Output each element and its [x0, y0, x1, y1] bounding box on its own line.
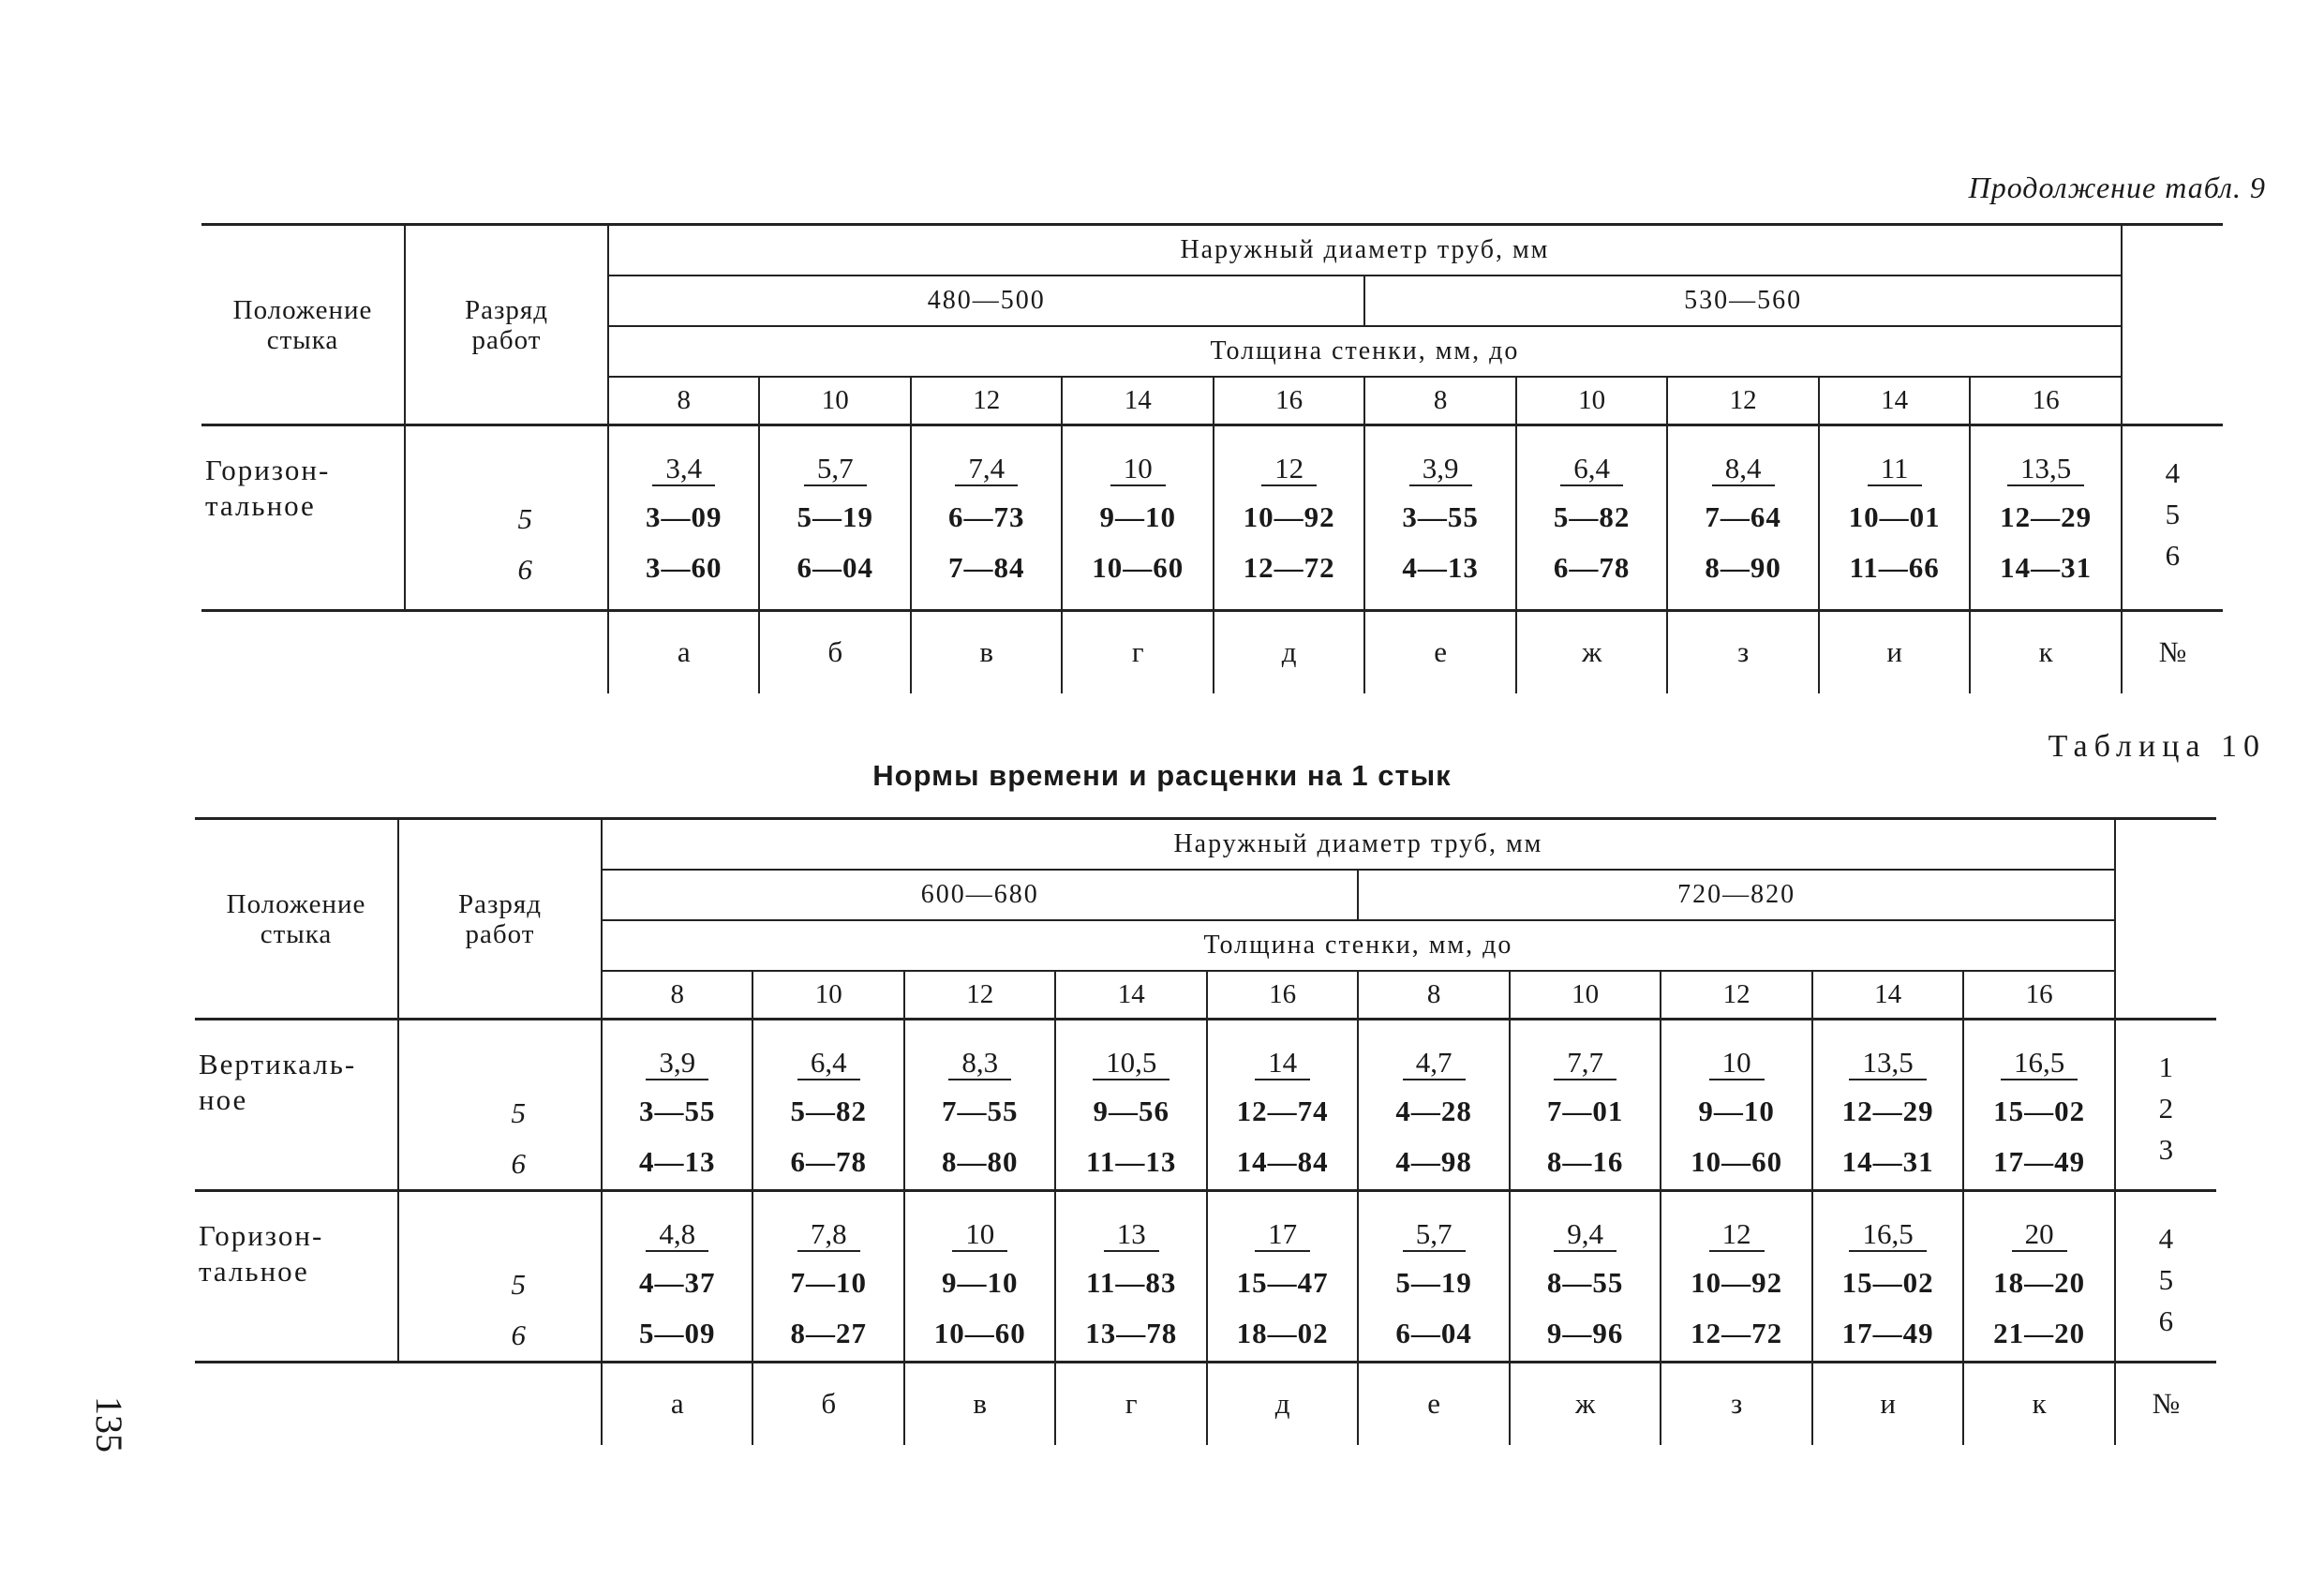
norm-cell — [759, 425, 910, 611]
letters-spacer — [195, 1363, 602, 1445]
rate-grade-5: 7—55 — [941, 1095, 1019, 1127]
rate-grade-5: 3—55 — [638, 1095, 716, 1127]
table-title: Нормы времени и расценки на 1 стык — [872, 759, 1452, 792]
rate-grade-5: 15—02 — [1993, 1095, 2086, 1127]
rate-grade-6: 10—60 — [1092, 551, 1184, 584]
number-header-spacer — [2115, 819, 2216, 1020]
rate-grade-5: 18—20 — [1993, 1266, 2086, 1299]
rate-grade-6: 11—66 — [1849, 551, 1940, 584]
time-norm: 6,4 — [1560, 453, 1623, 486]
row-number: 2 — [2158, 1092, 2174, 1125]
rate-grade-6: 3—60 — [645, 551, 723, 584]
time-norm: 8,3 — [948, 1047, 1011, 1080]
norm-cell — [1358, 1020, 1509, 1191]
norm-cell — [1214, 425, 1364, 611]
thickness-value: 12 — [911, 377, 1062, 425]
rate-grade-6: 14—84 — [1236, 1145, 1329, 1178]
grade-value: 5 — [511, 1268, 526, 1301]
norm-cell — [1667, 425, 1818, 611]
column-letter: д — [1207, 1363, 1358, 1445]
norm-cell — [1661, 1020, 1811, 1191]
rate-grade-6: 9—96 — [1546, 1317, 1624, 1349]
table-number: Таблица 10 — [2048, 729, 2266, 764]
time-norm: 13,5 — [1849, 1047, 1926, 1080]
rate-grade-5: 3—55 — [1402, 500, 1479, 533]
rate-grade-6: 10—60 — [1691, 1145, 1783, 1178]
time-norm: 16,5 — [1849, 1218, 1926, 1252]
column-letter: ж — [1510, 1363, 1661, 1445]
norm-cell — [1055, 1020, 1206, 1191]
time-norm: 10,5 — [1093, 1047, 1169, 1080]
time-norm: 16,5 — [2001, 1047, 2078, 1080]
row-number: 1 — [2158, 1050, 2174, 1083]
row-number: 6 — [2165, 539, 2181, 572]
number-sign: № — [2158, 635, 2187, 669]
rate-grade-6: 14—31 — [2000, 551, 2093, 584]
column-letter: з — [1667, 611, 1818, 693]
wall-thickness-header: Толщина стенки, мм, до — [602, 920, 2115, 971]
row-number: 3 — [2158, 1133, 2174, 1166]
time-norm: 10 — [952, 1218, 1007, 1252]
row-number: 5 — [2165, 498, 2181, 530]
continuation-caption: Продолжение табл. 9 — [1968, 171, 2266, 204]
rate-grade-5: 3—09 — [645, 500, 723, 533]
column-letter: к — [1970, 611, 2122, 693]
rate-grade-5: 10—92 — [1243, 500, 1335, 533]
time-norm: 5,7 — [1403, 1218, 1466, 1252]
row-number-cell — [2122, 425, 2223, 611]
time-norm: 13,5 — [2007, 453, 2084, 486]
norm-cell — [1963, 1020, 2115, 1191]
rate-grade-5: 4—28 — [1395, 1095, 1472, 1127]
rate-grade-6: 8—27 — [790, 1317, 867, 1349]
time-norm: 5,7 — [804, 453, 867, 486]
thickness-value: 16 — [1214, 377, 1364, 425]
grade-value: 5 — [517, 502, 532, 535]
rate-grade-5: 12—29 — [2000, 500, 2093, 533]
column-letter: ж — [1516, 611, 1667, 693]
position-cell: Горизон- тальное — [195, 1191, 398, 1363]
rate-grade-6: 14—31 — [1841, 1145, 1934, 1178]
grade-value: 6 — [517, 553, 532, 586]
rate-grade-6: 18—02 — [1236, 1317, 1329, 1349]
norm-cell — [1062, 425, 1213, 611]
norm-cell — [1055, 1191, 1206, 1363]
time-norm: 7,8 — [797, 1218, 860, 1252]
column-letter: в — [904, 1363, 1055, 1445]
norm-cell — [1358, 1191, 1509, 1363]
rate-grade-5: 9—10 — [941, 1266, 1019, 1299]
rate-grade-6: 6—04 — [797, 551, 873, 584]
norm-cell — [1207, 1191, 1358, 1363]
norm-cell — [602, 1020, 752, 1191]
rate-grade-5: 10—01 — [1848, 500, 1941, 533]
thickness-value: 12 — [1667, 377, 1818, 425]
rate-grade-5: 6—73 — [947, 500, 1025, 533]
thickness-value: 10 — [759, 377, 910, 425]
position-header-label: Положение стыка — [226, 888, 366, 949]
outer-diameter-header: Наружный диаметр труб, мм — [602, 819, 2115, 870]
rate-grade-5: 7—01 — [1546, 1095, 1624, 1127]
diameter-group: 530—560 — [1364, 276, 2121, 326]
column-letter: б — [759, 611, 910, 693]
rate-grade-6: 8—90 — [1705, 551, 1781, 584]
grade-header — [405, 225, 608, 425]
rate-grade-6: 7—84 — [947, 551, 1025, 584]
thickness-value: 14 — [1062, 377, 1213, 425]
thickness-value: 14 — [1055, 971, 1206, 1020]
rate-grade-6: 17—49 — [1993, 1145, 2086, 1178]
column-letter: г — [1062, 611, 1213, 693]
outer-diameter-header: Наружный диаметр труб, мм — [608, 225, 2122, 276]
thickness-value: 14 — [1812, 971, 1963, 1020]
thickness-value: 16 — [1207, 971, 1358, 1020]
row-number: 4 — [2165, 456, 2181, 489]
thickness-value: 8 — [1358, 971, 1509, 1020]
thickness-value: 8 — [602, 971, 752, 1020]
column-letters-row — [195, 1363, 2216, 1445]
rate-grade-5: 5—19 — [1395, 1266, 1472, 1299]
column-letter: и — [1819, 611, 1970, 693]
position-cell: Вертикаль- ное — [195, 1020, 398, 1191]
column-letter: б — [752, 1363, 903, 1445]
thickness-value: 16 — [1963, 971, 2115, 1020]
position-header-label: Положение стыка — [232, 294, 373, 355]
time-norm: 20 — [2012, 1218, 2067, 1252]
rate-grade-5: 9—10 — [1698, 1095, 1775, 1127]
grade-value: 5 — [511, 1096, 526, 1129]
grade-value: 6 — [511, 1318, 526, 1351]
grade-cell — [398, 1191, 602, 1363]
rate-grade-6: 4—13 — [1402, 551, 1479, 584]
time-norm: 14 — [1255, 1047, 1310, 1080]
table-row — [195, 1020, 2216, 1191]
thickness-value: 10 — [1516, 377, 1667, 425]
rate-grade-6: 11—13 — [1086, 1145, 1177, 1178]
column-letter: к — [1963, 1363, 2115, 1445]
grade-cell — [405, 425, 608, 611]
rate-grade-6: 13—78 — [1085, 1317, 1178, 1349]
time-norm: 4,8 — [646, 1218, 708, 1252]
rate-grade-5: 8—55 — [1546, 1266, 1624, 1299]
rate-grade-5: 4—37 — [638, 1266, 716, 1299]
time-norm: 11 — [1868, 453, 1922, 486]
diameter-group: 720—820 — [1358, 870, 2114, 920]
norm-cell — [1207, 1020, 1358, 1191]
thickness-value: 12 — [904, 971, 1055, 1020]
row-number: 5 — [2158, 1263, 2174, 1296]
column-letter: г — [1055, 1363, 1206, 1445]
column-letter: е — [1358, 1363, 1509, 1445]
table-9-continuation — [201, 223, 2223, 693]
thickness-value: 10 — [1510, 971, 1661, 1020]
column-letter: и — [1812, 1363, 1963, 1445]
row-number: 6 — [2158, 1304, 2174, 1337]
row-number: 4 — [2158, 1222, 2174, 1255]
rate-grade-5: 11—83 — [1086, 1266, 1177, 1299]
rate-grade-6: 5—09 — [638, 1317, 716, 1349]
rate-grade-5: 12—74 — [1236, 1095, 1329, 1127]
grade-header — [398, 819, 602, 1020]
rate-grade-5: 9—56 — [1093, 1095, 1169, 1127]
norm-cell — [602, 1191, 752, 1363]
norm-cell — [752, 1020, 903, 1191]
time-norm: 17 — [1255, 1218, 1310, 1252]
thickness-value: 8 — [1364, 377, 1515, 425]
table-10 — [195, 817, 2216, 1445]
column-letter: а — [602, 1363, 752, 1445]
time-norm: 7,4 — [955, 453, 1018, 486]
column-letters-row — [201, 611, 2223, 693]
column-letter: д — [1214, 611, 1364, 693]
position-header — [195, 819, 398, 1020]
rate-grade-5: 15—02 — [1841, 1266, 1934, 1299]
rate-grade-6: 6—78 — [1553, 551, 1631, 584]
norm-cell — [1970, 425, 2122, 611]
rate-grade-5: 7—10 — [790, 1266, 867, 1299]
column-letter: е — [1364, 611, 1515, 693]
rate-grade-5: 5—19 — [797, 500, 873, 533]
time-norm: 7,7 — [1554, 1047, 1616, 1080]
time-norm: 6,4 — [797, 1047, 860, 1080]
column-letter: з — [1661, 1363, 1811, 1445]
norm-cell — [1819, 425, 1970, 611]
rate-grade-6: 8—16 — [1546, 1145, 1624, 1178]
rate-grade-6: 10—60 — [933, 1317, 1026, 1349]
row-number-cell — [2115, 1020, 2216, 1191]
norm-cell — [911, 425, 1062, 611]
rate-grade-6: 8—80 — [941, 1145, 1019, 1178]
thickness-value: 14 — [1819, 377, 1970, 425]
norm-cell — [1812, 1020, 1963, 1191]
rate-grade-6: 6—04 — [1395, 1317, 1472, 1349]
time-norm: 3,4 — [652, 453, 715, 486]
time-norm: 9,4 — [1554, 1218, 1616, 1252]
time-norm: 4,7 — [1403, 1047, 1466, 1080]
rate-grade-5: 15—47 — [1236, 1266, 1329, 1299]
rate-grade-6: 4—13 — [638, 1145, 716, 1178]
wall-thickness-header: Толщина стенки, мм, до — [608, 326, 2122, 377]
number-sign: № — [2152, 1387, 2181, 1421]
rate-grade-6: 17—49 — [1841, 1317, 1934, 1349]
time-norm: 12 — [1709, 1218, 1765, 1252]
rate-grade-5: 12—29 — [1841, 1095, 1934, 1127]
norm-cell — [1661, 1191, 1811, 1363]
norm-cell — [1510, 1020, 1661, 1191]
norm-cell — [1516, 425, 1667, 611]
thickness-value: 10 — [752, 971, 903, 1020]
rate-grade-6: 12—72 — [1243, 551, 1335, 584]
page-number: 135 — [88, 1396, 130, 1452]
diameter-group: 600—680 — [602, 870, 1358, 920]
time-norm: 10 — [1110, 453, 1166, 486]
time-norm: 10 — [1709, 1047, 1765, 1080]
diameter-group: 480—500 — [608, 276, 1364, 326]
table-row — [195, 1191, 2216, 1363]
norm-cell — [904, 1020, 1055, 1191]
time-norm: 8,4 — [1712, 453, 1775, 486]
rate-grade-5: 10—92 — [1691, 1266, 1783, 1299]
norm-cell — [1963, 1191, 2115, 1363]
rate-grade-5: 7—64 — [1705, 500, 1781, 533]
rate-grade-6: 21—20 — [1993, 1317, 2086, 1349]
column-letter: в — [911, 611, 1062, 693]
rate-grade-5: 9—10 — [1099, 500, 1176, 533]
norm-cell — [1510, 1191, 1661, 1363]
norm-cell — [1364, 425, 1515, 611]
time-norm: 3,9 — [1409, 453, 1472, 486]
time-norm: 13 — [1104, 1218, 1159, 1252]
rate-grade-5: 5—82 — [1553, 500, 1631, 533]
rate-grade-6: 4—98 — [1395, 1145, 1472, 1178]
grade-cell — [398, 1020, 602, 1191]
number-header-spacer — [2122, 225, 2223, 425]
thickness-value: 8 — [608, 377, 759, 425]
thickness-value: 12 — [1661, 971, 1811, 1020]
thickness-value: 16 — [1970, 377, 2122, 425]
grade-header-label: Разряд работ — [457, 888, 543, 949]
norm-cell — [752, 1191, 903, 1363]
position-header — [201, 225, 405, 425]
rate-grade-6: 6—78 — [790, 1145, 867, 1178]
grade-header-label: Разряд работ — [464, 294, 549, 355]
rate-grade-6: 12—72 — [1691, 1317, 1783, 1349]
time-norm: 12 — [1261, 453, 1317, 486]
position-cell: Горизон- тальное — [201, 425, 405, 611]
table-row — [201, 425, 2223, 611]
norm-cell — [1812, 1191, 1963, 1363]
column-letter: а — [608, 611, 759, 693]
norm-cell — [904, 1191, 1055, 1363]
time-norm: 3,9 — [646, 1047, 708, 1080]
rate-grade-5: 5—82 — [790, 1095, 867, 1127]
grade-value: 6 — [511, 1147, 526, 1180]
letters-spacer — [201, 611, 608, 693]
norm-cell — [608, 425, 759, 611]
row-number-cell — [2115, 1191, 2216, 1363]
